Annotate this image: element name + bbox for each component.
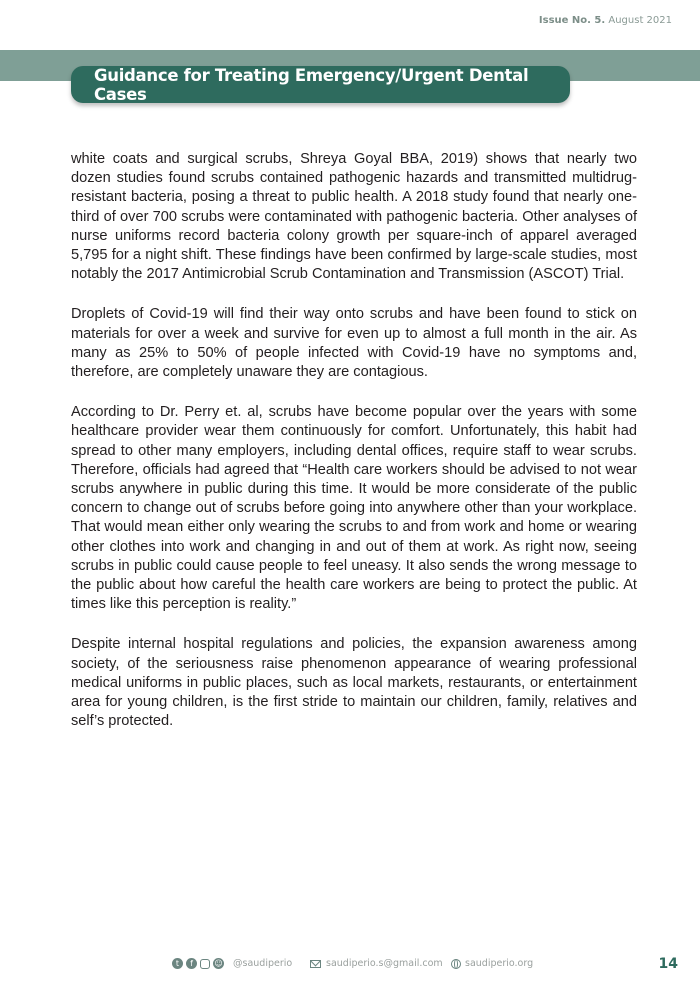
section-title-banner (71, 66, 570, 103)
social-handle[interactable]: @saudiperio (233, 958, 293, 969)
email-address[interactable]: saudiperio.s@gmail.com (326, 958, 443, 969)
article-body (71, 150, 637, 752)
page-footer (0, 958, 700, 978)
instagram-icon[interactable] (200, 959, 210, 969)
paragraph: white coats and surgical scrubs, Shreya Goyal BBA, 2019) shows that nearly two dozen studies found scrubs contained pathogenic hazards and transmitted multidrug-resistant bacteria, posing a threat to public health. A 2018 study found that nearly one-third of over 700 scrubs were contaminated with pathogenic bacteria. Other analyses of nurse uniforms record bacteria colony growth per square-inch of apparel averaged 5,795 for a night shift. These findings have been confirmed by large-scale studies, most notably the 2017 Antimicrobial Scrub Contamination and Transmission (ASCOT) Trial. (71, 151, 637, 283)
twitter-icon[interactable]: t (172, 958, 183, 969)
website-url[interactable]: saudiperio.org (465, 958, 534, 969)
paragraph: Despite internal hospital regulations and policies, the expansion awareness among society, of the seriousness raise phenomenon appearance of wearing professional medical uniforms in public places, such as local markets, restaurants, or entertainment area for young children, is the first stride to maintain our children, family, relatives and self’s protected. (71, 636, 637, 730)
email-contact[interactable] (310, 958, 443, 969)
globe-icon (451, 959, 461, 969)
envelope-icon (310, 960, 321, 968)
facebook-icon[interactable]: f (186, 958, 197, 969)
issue-info (539, 15, 672, 26)
paragraph: According to Dr. Perry et. al, scrubs have become popular over the years with some healthcare provider wear them continuously for comfort. Unfortunately, this habit had spread to other many employers, including dental offices, require staff to wear scrubs. Therefore, officials had agreed that “Health care workers should be advised to not wear scrubs anywhere in public during this time. It would be more considerate of the public concern to change out of scrubs before going into anywhere other than your workplace. That would mean either only wearing the scrubs to and from work and home or wearing other clothes into work and changing in and out of them at work. As right now, seeing scrubs in public could cause people to feel uneasy. It also sends the wrong message to the public about how careful the health care workers are being to protect the public. At times like this perception is reality.” (71, 404, 637, 613)
website-contact[interactable] (451, 958, 533, 969)
issue-number: Issue No. 5. (538, 15, 606, 26)
page-number: 14 (658, 956, 678, 972)
social-links (172, 958, 292, 969)
page-title: Guidance for Treating Emergency/Urgent Dental Cases (94, 65, 529, 104)
issue-date: August 2021 (608, 15, 672, 26)
snapchat-icon[interactable]: ☺ (214, 959, 223, 968)
paragraph: Droplets of Covid-19 will find their way onto scrubs and have been found to stick on materials for over a week and survive for even up to almost a full month in the air. As many as 25% to 50% of people infected with Covid-19 have no symptoms and, therefore, are completely unaware they are contagious. (71, 306, 637, 381)
